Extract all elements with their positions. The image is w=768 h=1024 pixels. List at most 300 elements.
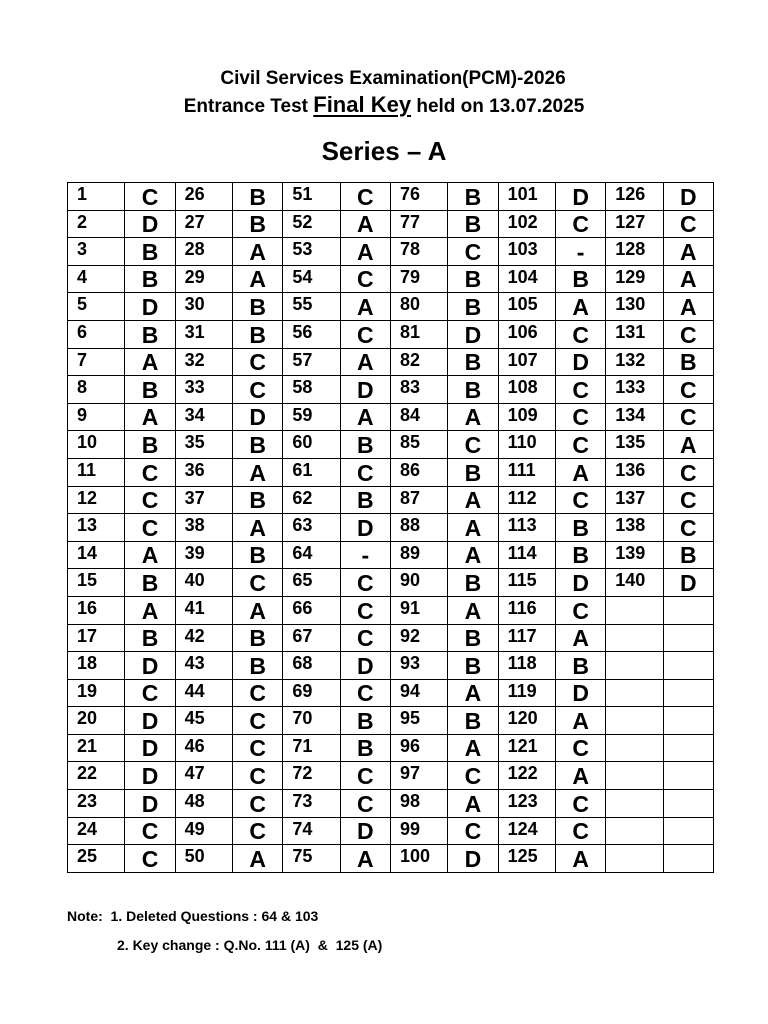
question-number-cell: 135: [606, 431, 663, 459]
answer-cell: A: [125, 348, 175, 376]
question-number-cell: 49: [175, 817, 232, 845]
question-number-cell: 40: [175, 569, 232, 597]
answer-cell: A: [448, 403, 498, 431]
question-number-cell: 54: [283, 265, 340, 293]
answer-cell: C: [233, 376, 283, 404]
answer-cell: B: [233, 320, 283, 348]
answer-cell: B: [448, 293, 498, 321]
table-row: [68, 431, 714, 459]
question-number-cell: 109: [498, 403, 555, 431]
answer-cell: B: [340, 707, 390, 735]
subtitle-prefix: Entrance Test: [183, 96, 314, 117]
answer-cell: C: [340, 569, 390, 597]
question-number-cell: 35: [175, 431, 232, 459]
question-number-cell: 12: [68, 486, 125, 514]
table-row: [68, 541, 714, 569]
question-number-cell: 105: [498, 293, 555, 321]
question-number-cell: [606, 652, 663, 680]
answer-cell: C: [125, 514, 175, 542]
question-number-cell: 73: [283, 790, 340, 818]
question-number-cell: 67: [283, 624, 340, 652]
answer-cell: B: [340, 486, 390, 514]
question-number-cell: 51: [283, 183, 340, 211]
answer-cell: B: [233, 652, 283, 680]
question-number-cell: 30: [175, 293, 232, 321]
answer-cell: A: [663, 238, 713, 266]
question-number-cell: 113: [498, 514, 555, 542]
question-number-cell: 25: [68, 845, 125, 873]
question-number-cell: 123: [498, 790, 555, 818]
answer-cell: C: [663, 458, 713, 486]
answer-cell: C: [555, 596, 605, 624]
answer-cell: A: [555, 624, 605, 652]
question-number-cell: 59: [283, 403, 340, 431]
question-number-cell: 6: [68, 320, 125, 348]
answer-cell: C: [233, 790, 283, 818]
question-number-cell: 11: [68, 458, 125, 486]
answer-cell: C: [555, 210, 605, 238]
answer-cell: -: [340, 541, 390, 569]
answer-cell: C: [233, 348, 283, 376]
answer-cell: C: [233, 707, 283, 735]
answer-cell: A: [663, 265, 713, 293]
answer-cell: D: [125, 734, 175, 762]
question-number-cell: [606, 845, 663, 873]
answer-cell: B: [555, 541, 605, 569]
answer-cell: [663, 762, 713, 790]
answer-cell: A: [233, 514, 283, 542]
question-number-cell: 91: [390, 596, 447, 624]
answer-cell: A: [555, 458, 605, 486]
answer-cell: B: [233, 486, 283, 514]
question-number-cell: 81: [390, 320, 447, 348]
question-number-cell: 58: [283, 376, 340, 404]
answer-cell: C: [555, 320, 605, 348]
question-number-cell: [606, 624, 663, 652]
answer-cell: C: [340, 320, 390, 348]
answer-cell: D: [340, 652, 390, 680]
question-number-cell: 88: [390, 514, 447, 542]
answer-cell: C: [233, 569, 283, 597]
answer-cell: A: [233, 265, 283, 293]
answer-cell: B: [448, 348, 498, 376]
answer-cell: B: [555, 514, 605, 542]
question-number-cell: 92: [390, 624, 447, 652]
question-number-cell: 89: [390, 541, 447, 569]
answer-cell: B: [448, 569, 498, 597]
table-row: [68, 238, 714, 266]
question-number-cell: 122: [498, 762, 555, 790]
answer-cell: A: [448, 541, 498, 569]
answer-cell: A: [125, 403, 175, 431]
question-number-cell: 28: [175, 238, 232, 266]
question-number-cell: 100: [390, 845, 447, 873]
question-number-cell: 136: [606, 458, 663, 486]
table-row: [68, 376, 714, 404]
answer-cell: C: [663, 210, 713, 238]
table-row: [68, 624, 714, 652]
question-number-cell: 131: [606, 320, 663, 348]
note-deleted-questions: Note: 1. Deleted Questions : 64 & 103: [67, 908, 319, 924]
question-number-cell: [606, 679, 663, 707]
table-row: [68, 569, 714, 597]
question-number-cell: 121: [498, 734, 555, 762]
answer-cell: D: [663, 569, 713, 597]
answer-cell: C: [125, 817, 175, 845]
question-number-cell: 27: [175, 210, 232, 238]
question-number-cell: 72: [283, 762, 340, 790]
answer-cell: D: [555, 183, 605, 211]
answer-cell: C: [233, 679, 283, 707]
question-number-cell: 57: [283, 348, 340, 376]
question-number-cell: 83: [390, 376, 447, 404]
answer-cell: C: [448, 817, 498, 845]
table-row: [68, 210, 714, 238]
question-number-cell: 125: [498, 845, 555, 873]
answer-cell: A: [448, 790, 498, 818]
answer-cell: B: [233, 293, 283, 321]
question-number-cell: 75: [283, 845, 340, 873]
exam-subtitle: [0, 92, 768, 120]
question-number-cell: 85: [390, 431, 447, 459]
subtitle-suffix: held on 13.07.2025: [411, 96, 585, 117]
question-number-cell: 134: [606, 403, 663, 431]
question-number-cell: 21: [68, 734, 125, 762]
answer-cell: A: [340, 293, 390, 321]
question-number-cell: 103: [498, 238, 555, 266]
answer-cell: A: [555, 293, 605, 321]
answer-cell: C: [125, 183, 175, 211]
answer-cell: C: [125, 458, 175, 486]
question-number-cell: 26: [175, 183, 232, 211]
answer-cell: C: [448, 238, 498, 266]
question-number-cell: 43: [175, 652, 232, 680]
question-number-cell: 140: [606, 569, 663, 597]
answer-cell: D: [663, 183, 713, 211]
table-row: [68, 183, 714, 211]
question-number-cell: 36: [175, 458, 232, 486]
final-key-label: Final Key: [313, 92, 412, 117]
answer-cell: C: [340, 265, 390, 293]
answer-cell: B: [555, 652, 605, 680]
answer-cell: B: [448, 458, 498, 486]
answer-cell: C: [663, 486, 713, 514]
table-row: [68, 707, 714, 735]
answer-cell: C: [555, 431, 605, 459]
answer-cell: A: [663, 431, 713, 459]
answer-cell: A: [448, 596, 498, 624]
answer-cell: B: [233, 431, 283, 459]
question-number-cell: 71: [283, 734, 340, 762]
question-number-cell: 17: [68, 624, 125, 652]
question-number-cell: 7: [68, 348, 125, 376]
question-number-cell: 24: [68, 817, 125, 845]
answer-cell: [663, 624, 713, 652]
answer-key-body: [68, 183, 714, 873]
answer-cell: A: [448, 486, 498, 514]
question-number-cell: [606, 817, 663, 845]
question-number-cell: 10: [68, 431, 125, 459]
answer-cell: D: [555, 569, 605, 597]
question-number-cell: 56: [283, 320, 340, 348]
answer-cell: C: [233, 762, 283, 790]
table-row: [68, 320, 714, 348]
question-number-cell: 104: [498, 265, 555, 293]
question-number-cell: 106: [498, 320, 555, 348]
answer-cell: C: [125, 679, 175, 707]
question-number-cell: 82: [390, 348, 447, 376]
question-number-cell: 97: [390, 762, 447, 790]
answer-cell: C: [340, 762, 390, 790]
question-number-cell: 14: [68, 541, 125, 569]
table-row: [68, 817, 714, 845]
question-number-cell: 111: [498, 458, 555, 486]
answer-cell: A: [233, 238, 283, 266]
question-number-cell: [606, 790, 663, 818]
answer-cell: C: [448, 431, 498, 459]
question-number-cell: 15: [68, 569, 125, 597]
question-number-cell: 22: [68, 762, 125, 790]
answer-cell: B: [233, 183, 283, 211]
answer-cell: C: [125, 845, 175, 873]
question-number-cell: 32: [175, 348, 232, 376]
answer-cell: B: [233, 624, 283, 652]
answer-cell: B: [448, 210, 498, 238]
answer-cell: C: [555, 486, 605, 514]
question-number-cell: 44: [175, 679, 232, 707]
question-number-cell: 5: [68, 293, 125, 321]
answer-cell: [663, 734, 713, 762]
answer-cell: [663, 652, 713, 680]
answer-cell: -: [555, 238, 605, 266]
question-number-cell: 93: [390, 652, 447, 680]
answer-cell: B: [448, 376, 498, 404]
answer-cell: A: [233, 845, 283, 873]
answer-cell: A: [233, 458, 283, 486]
question-number-cell: 41: [175, 596, 232, 624]
series-title: Series – A: [321, 136, 447, 166]
answer-cell: C: [233, 734, 283, 762]
question-number-cell: 108: [498, 376, 555, 404]
table-row: [68, 679, 714, 707]
question-number-cell: 53: [283, 238, 340, 266]
question-number-cell: 70: [283, 707, 340, 735]
answer-cell: [663, 845, 713, 873]
question-number-cell: 86: [390, 458, 447, 486]
answer-cell: B: [125, 431, 175, 459]
answer-cell: A: [555, 707, 605, 735]
answer-cell: B: [448, 183, 498, 211]
answer-cell: C: [555, 790, 605, 818]
answer-cell: C: [663, 376, 713, 404]
answer-cell: D: [125, 210, 175, 238]
answer-cell: D: [340, 514, 390, 542]
answer-cell: B: [555, 265, 605, 293]
answer-cell: D: [125, 707, 175, 735]
answer-cell: B: [125, 238, 175, 266]
question-number-cell: 110: [498, 431, 555, 459]
answer-cell: C: [448, 762, 498, 790]
question-number-cell: 79: [390, 265, 447, 293]
question-number-cell: 116: [498, 596, 555, 624]
answer-cell: A: [340, 348, 390, 376]
answer-cell: [663, 790, 713, 818]
question-number-cell: 112: [498, 486, 555, 514]
answer-cell: C: [125, 486, 175, 514]
question-number-cell: [606, 596, 663, 624]
table-row: [68, 514, 714, 542]
table-row: [68, 762, 714, 790]
answer-cell: [663, 679, 713, 707]
question-number-cell: 120: [498, 707, 555, 735]
answer-cell: A: [448, 514, 498, 542]
question-number-cell: 34: [175, 403, 232, 431]
table-row: [68, 596, 714, 624]
answer-cell: B: [125, 376, 175, 404]
table-row: [68, 734, 714, 762]
answer-cell: C: [340, 596, 390, 624]
question-number-cell: 98: [390, 790, 447, 818]
question-number-cell: 52: [283, 210, 340, 238]
answer-cell: A: [448, 734, 498, 762]
question-number-cell: 119: [498, 679, 555, 707]
question-number-cell: 61: [283, 458, 340, 486]
answer-cell: A: [340, 210, 390, 238]
answer-cell: B: [663, 541, 713, 569]
answer-cell: B: [233, 210, 283, 238]
question-number-cell: 139: [606, 541, 663, 569]
question-number-cell: 2: [68, 210, 125, 238]
answer-cell: C: [663, 514, 713, 542]
question-number-cell: 90: [390, 569, 447, 597]
question-number-cell: 45: [175, 707, 232, 735]
question-number-cell: 94: [390, 679, 447, 707]
answer-cell: D: [125, 790, 175, 818]
table-row: [68, 293, 714, 321]
question-number-cell: 114: [498, 541, 555, 569]
question-number-cell: 133: [606, 376, 663, 404]
table-row: [68, 403, 714, 431]
answer-cell: A: [340, 845, 390, 873]
answer-cell: C: [340, 458, 390, 486]
question-number-cell: 55: [283, 293, 340, 321]
question-number-cell: 78: [390, 238, 447, 266]
answer-cell: C: [555, 403, 605, 431]
question-number-cell: 137: [606, 486, 663, 514]
question-number-cell: 115: [498, 569, 555, 597]
table-row: [68, 348, 714, 376]
answer-cell: D: [340, 817, 390, 845]
question-number-cell: 18: [68, 652, 125, 680]
question-number-cell: 132: [606, 348, 663, 376]
question-number-cell: 96: [390, 734, 447, 762]
table-row: [68, 790, 714, 818]
question-number-cell: 138: [606, 514, 663, 542]
question-number-cell: 20: [68, 707, 125, 735]
question-number-cell: 1: [68, 183, 125, 211]
answer-cell: D: [555, 348, 605, 376]
question-number-cell: 126: [606, 183, 663, 211]
question-number-cell: 60: [283, 431, 340, 459]
question-number-cell: 99: [390, 817, 447, 845]
answer-cell: C: [340, 790, 390, 818]
answer-cell: B: [233, 541, 283, 569]
question-number-cell: 33: [175, 376, 232, 404]
question-number-cell: 127: [606, 210, 663, 238]
exam-title: Civil Services Examination(PCM)-2026: [220, 68, 566, 89]
answer-cell: B: [448, 707, 498, 735]
answer-cell: D: [125, 293, 175, 321]
question-number-cell: 3: [68, 238, 125, 266]
answer-cell: B: [125, 569, 175, 597]
question-number-cell: 37: [175, 486, 232, 514]
question-number-cell: 64: [283, 541, 340, 569]
question-number-cell: 46: [175, 734, 232, 762]
answer-cell: C: [340, 624, 390, 652]
answer-key-table: [67, 182, 714, 873]
answer-cell: D: [555, 679, 605, 707]
answer-cell: A: [125, 541, 175, 569]
answer-cell: B: [448, 624, 498, 652]
question-number-cell: 29: [175, 265, 232, 293]
question-number-cell: 84: [390, 403, 447, 431]
notes-section: [67, 906, 382, 955]
question-number-cell: 130: [606, 293, 663, 321]
answer-cell: B: [448, 652, 498, 680]
answer-cell: B: [125, 624, 175, 652]
table-row: [68, 265, 714, 293]
question-number-cell: [606, 762, 663, 790]
question-number-cell: 8: [68, 376, 125, 404]
question-number-cell: 118: [498, 652, 555, 680]
question-number-cell: 69: [283, 679, 340, 707]
document-header: [0, 66, 768, 120]
answer-cell: D: [448, 845, 498, 873]
answer-cell: A: [555, 845, 605, 873]
answer-cell: C: [555, 734, 605, 762]
question-number-cell: 48: [175, 790, 232, 818]
answer-cell: A: [555, 762, 605, 790]
question-number-cell: 23: [68, 790, 125, 818]
answer-cell: D: [125, 652, 175, 680]
question-number-cell: 80: [390, 293, 447, 321]
table-row: [68, 486, 714, 514]
answer-cell: D: [125, 762, 175, 790]
question-number-cell: 66: [283, 596, 340, 624]
answer-cell: C: [233, 817, 283, 845]
answer-cell: B: [340, 431, 390, 459]
answer-cell: A: [340, 403, 390, 431]
answer-cell: [663, 817, 713, 845]
question-number-cell: 39: [175, 541, 232, 569]
question-number-cell: 128: [606, 238, 663, 266]
question-number-cell: 16: [68, 596, 125, 624]
question-number-cell: 117: [498, 624, 555, 652]
question-number-cell: [606, 734, 663, 762]
question-number-cell: 74: [283, 817, 340, 845]
question-number-cell: 77: [390, 210, 447, 238]
question-number-cell: 65: [283, 569, 340, 597]
question-number-cell: 107: [498, 348, 555, 376]
question-number-cell: 19: [68, 679, 125, 707]
answer-cell: D: [448, 320, 498, 348]
question-number-cell: 68: [283, 652, 340, 680]
question-number-cell: 9: [68, 403, 125, 431]
question-number-cell: 124: [498, 817, 555, 845]
answer-cell: A: [448, 679, 498, 707]
answer-cell: [663, 596, 713, 624]
answer-cell: A: [340, 238, 390, 266]
